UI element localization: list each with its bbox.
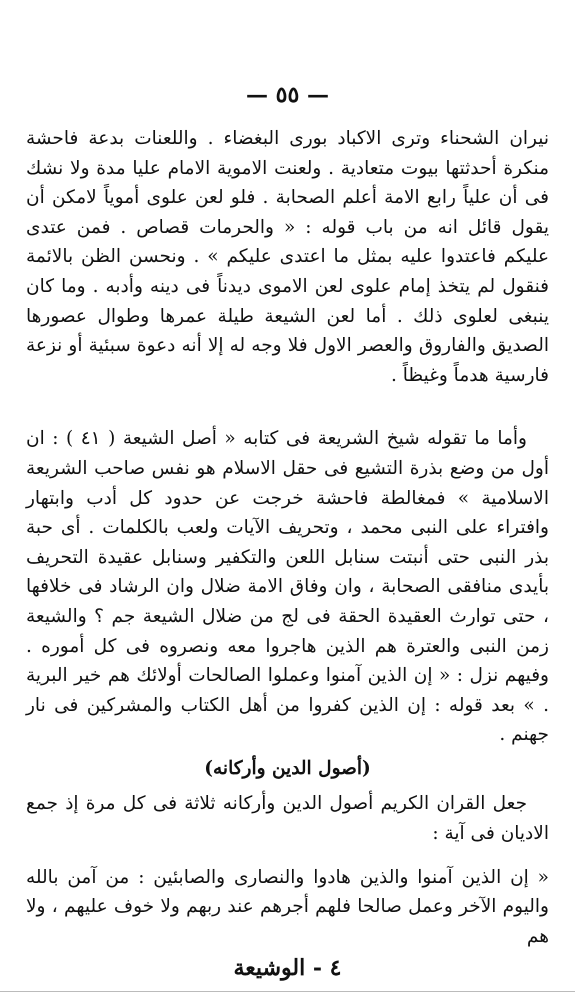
page-number-header: — ٥٥ — — [246, 82, 329, 108]
page-body — [26, 124, 549, 951]
paragraph-asl-al-shia: وأما ما تقوله شيخ الشريعة فى كتابه « أصل الشيعة ( ٤١ ) : ان أول من وضع بذرة التشيع فى حقل الاسلام هو نفس صاحب الشريعة الاسلامية » فمغالطة فاحشة خرجت عن حدود كل أدب وابتهار وافتراء على النبى محمد ، وتحريف الآيات ولعب بالكلمات . أى حبة بذر النبى حتى أنبتت سنابل اللعن والتكفير وسنابل عقيدة التحريف بأيدى منافقى الصحابة ، وان وفاق الامة ضلال وان الرشاد فى خلافها ، حتى توارث العقيدة الحقة فى لج من ضلال الشيعة جم ؟ والشيعة زمن النبى والعترة هم الذين هاجروا معه ونصروه فى كل أموره . وفيهم نزل : « إن الذين آمنوا وعملوا الصالحات أولائك هم خير البرية . » بعد قوله : إن الذين كفروا من أهل الكتاب والمشركين فى نار جهنم . — [26, 428, 549, 746]
paragraph-usul-al-din: جعل القران الكريم أصول الدين وأركانه ثلاثة فى كل مرة إذ جمع الاديان فى آية : — [26, 793, 549, 845]
footer-signature: ٤ - الوشيعة — [233, 955, 342, 981]
section-heading: (أصول الدين وأركانه) — [204, 757, 371, 779]
paragraph-lanat: نيران الشحناء وترى الاكباد بورى البغضاء . واللعنات بدعة فاحشة منكرة أحدثتها بيوت متعادية . ولعنت الاموية الامام عليا مدة ولا نشك فى أن علياً رابع الامة أعلم الصحابة . فلو لعن علوى أموياً لامكن أن يقول قائل انه من باب قوله : « والحرمات قصاص . فمن عتدى عليكم فاعتدوا عليه بمثل ما اعتدى عليكم » . ونحسن الظن بالائمة فنقول لم يتخذ إمام علوى لعن الاموى ديدناً فى دينه وأدبه . وما كان ينبغى لعلوى ذلك . أما لعن الشيعة طيلة عمرها وطوال عصورها الصديق والفاروق والعصر الاول فلا وجه له إلا أنه دعوة سبئية أو نزعة فارسية هدماً وغيظاً . — [26, 128, 549, 386]
bottom-divider — [0, 991, 575, 992]
quran-quote: « إن الذين آمنوا والذين هادوا والنصارى والصابئين : من آمن بالله واليوم الآخر وعمل صالحا فلهم أجرهم عند ربهم ولا خوف عليهم ، ولا هم — [26, 866, 549, 947]
